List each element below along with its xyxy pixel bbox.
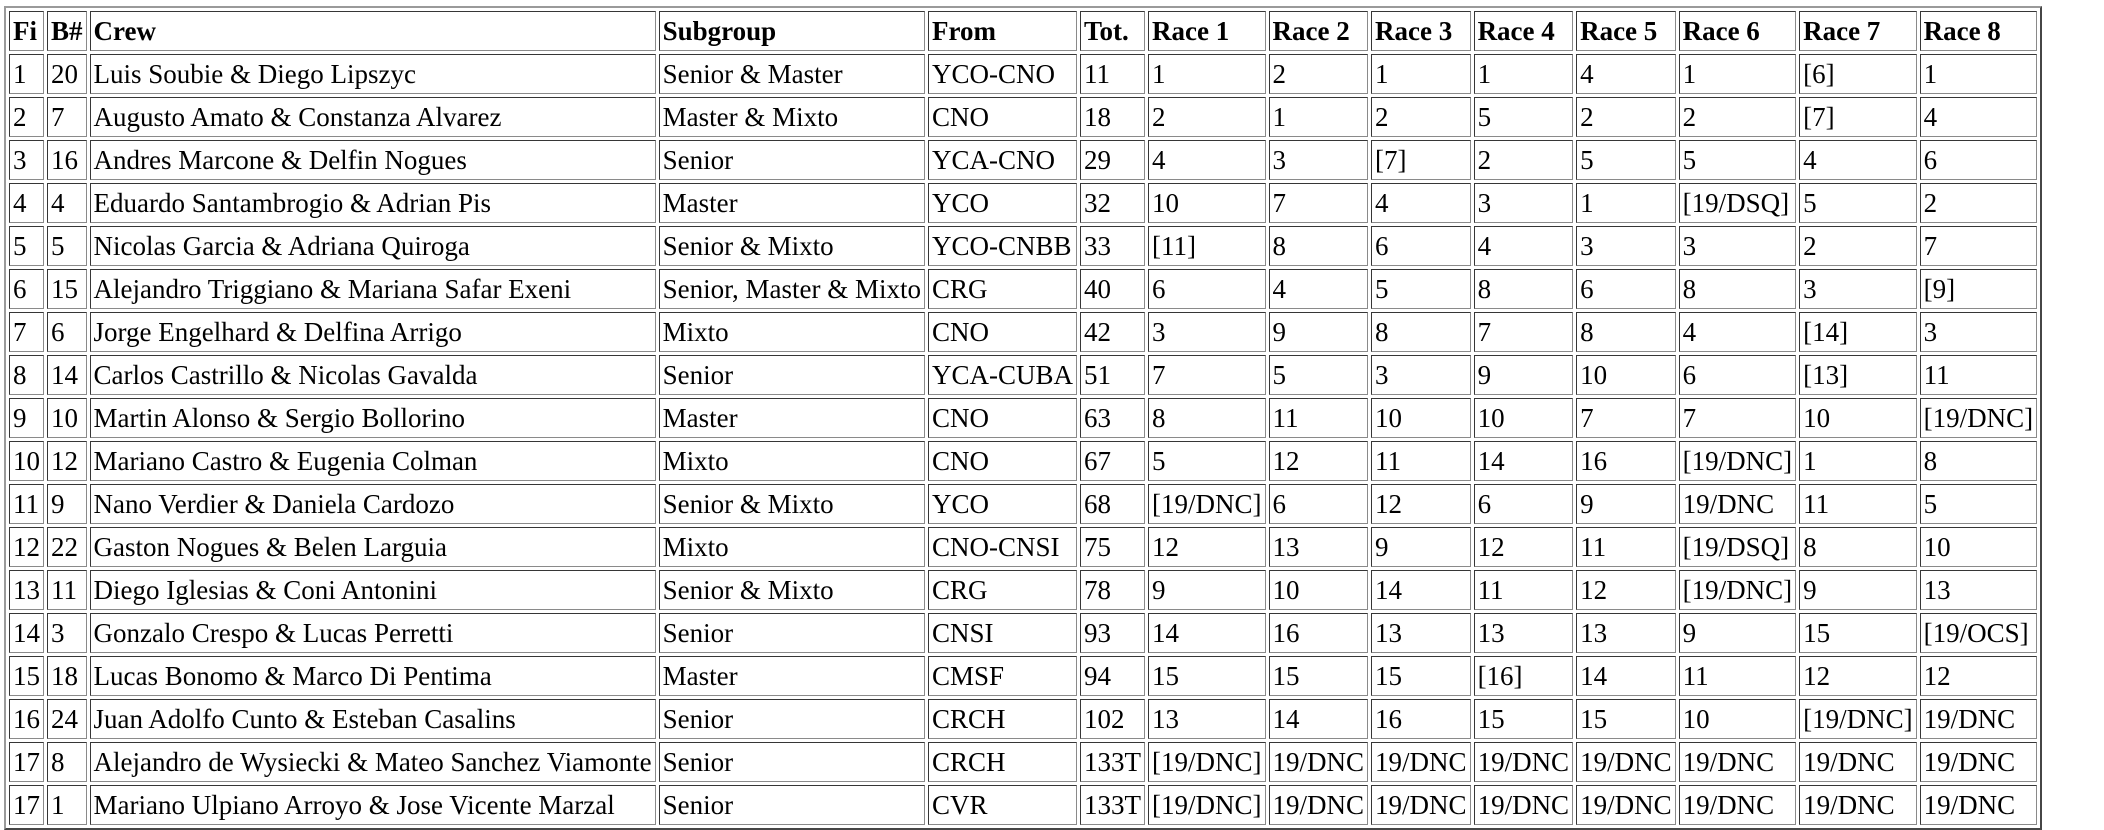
column-header: Race 5 bbox=[1576, 11, 1676, 51]
table-cell: 3 bbox=[1148, 312, 1266, 352]
table-cell: 3 bbox=[1920, 312, 2038, 352]
table-cell: 6 bbox=[47, 312, 87, 352]
table-cell: 3 bbox=[9, 140, 44, 180]
table-cell: [7] bbox=[1799, 97, 1917, 137]
table-cell: 8 bbox=[1371, 312, 1471, 352]
table-cell: 1 bbox=[1148, 54, 1266, 94]
table-cell: 5 bbox=[9, 226, 44, 266]
table-cell: Master bbox=[659, 183, 925, 223]
table-cell: Senior bbox=[659, 742, 925, 782]
table-cell: YCO-CNO bbox=[928, 54, 1077, 94]
table-row bbox=[9, 785, 2037, 825]
table-cell: 11 bbox=[1080, 54, 1145, 94]
table-cell: 14 bbox=[1371, 570, 1471, 610]
table-cell: 9 bbox=[1679, 613, 1797, 653]
table-cell: 19/DNC bbox=[1269, 742, 1369, 782]
table-cell: 16 bbox=[1576, 441, 1676, 481]
table-cell: 33 bbox=[1080, 226, 1145, 266]
table-cell: 3 bbox=[1474, 183, 1574, 223]
table-cell: 24 bbox=[47, 699, 87, 739]
table-cell: 9 bbox=[1371, 527, 1471, 567]
table-cell: 16 bbox=[1371, 699, 1471, 739]
table-row bbox=[9, 527, 2037, 567]
table-cell: 6 bbox=[1148, 269, 1266, 309]
table-cell: 15 bbox=[1269, 656, 1369, 696]
table-row bbox=[9, 398, 2037, 438]
table-cell: 32 bbox=[1080, 183, 1145, 223]
table-cell: Nano Verdier & Daniela Cardozo bbox=[90, 484, 656, 524]
table-cell: 7 bbox=[1679, 398, 1797, 438]
table-cell: 19/DNC bbox=[1576, 785, 1676, 825]
results-table bbox=[4, 6, 2042, 830]
table-cell: 19/DNC bbox=[1371, 742, 1471, 782]
table-cell: 14 bbox=[1148, 613, 1266, 653]
table-cell: 19/DNC bbox=[1920, 742, 2038, 782]
table-cell: 40 bbox=[1080, 269, 1145, 309]
table-cell: 10 bbox=[1474, 398, 1574, 438]
table-cell: 11 bbox=[1269, 398, 1369, 438]
table-cell: 11 bbox=[1920, 355, 2038, 395]
table-cell: 75 bbox=[1080, 527, 1145, 567]
table-cell: 9 bbox=[1799, 570, 1917, 610]
table-cell: 8 bbox=[1799, 527, 1917, 567]
table-cell: 6 bbox=[9, 269, 44, 309]
table-cell: [9] bbox=[1920, 269, 2038, 309]
table-cell: Martin Alonso & Sergio Bollorino bbox=[90, 398, 656, 438]
table-cell: 4 bbox=[1679, 312, 1797, 352]
table-cell: 5 bbox=[1371, 269, 1471, 309]
table-cell: [19/DNC] bbox=[1679, 570, 1797, 610]
table-cell: 8 bbox=[47, 742, 87, 782]
table-cell: 5 bbox=[47, 226, 87, 266]
table-cell: Mariano Castro & Eugenia Colman bbox=[90, 441, 656, 481]
table-cell: 4 bbox=[1474, 226, 1574, 266]
table-cell: 5 bbox=[1799, 183, 1917, 223]
table-row bbox=[9, 54, 2037, 94]
table-cell: 10 bbox=[1148, 183, 1266, 223]
table-cell: 3 bbox=[1679, 226, 1797, 266]
table-cell: 14 bbox=[47, 355, 87, 395]
table-cell: 5 bbox=[1576, 140, 1676, 180]
table-cell: 4 bbox=[1371, 183, 1471, 223]
table-cell: 7 bbox=[1474, 312, 1574, 352]
table-cell: Augusto Amato & Constanza Alvarez bbox=[90, 97, 656, 137]
table-cell: 10 bbox=[1371, 398, 1471, 438]
table-cell: 67 bbox=[1080, 441, 1145, 481]
column-header: B# bbox=[47, 11, 87, 51]
table-row bbox=[9, 570, 2037, 610]
table-cell: 16 bbox=[1269, 613, 1369, 653]
table-cell: 7 bbox=[1269, 183, 1369, 223]
table-cell: 3 bbox=[1371, 355, 1471, 395]
table-cell: Master bbox=[659, 656, 925, 696]
table-cell: 15 bbox=[47, 269, 87, 309]
column-header: Race 7 bbox=[1799, 11, 1917, 51]
table-cell: [19/DNC] bbox=[1799, 699, 1917, 739]
table-cell: 68 bbox=[1080, 484, 1145, 524]
table-cell: 19/DNC bbox=[1679, 484, 1797, 524]
table-cell: Diego Iglesias & Coni Antonini bbox=[90, 570, 656, 610]
table-cell: 19/DNC bbox=[1799, 785, 1917, 825]
table-cell: 8 bbox=[1148, 398, 1266, 438]
table-cell: 4 bbox=[1148, 140, 1266, 180]
table-cell: Senior bbox=[659, 785, 925, 825]
table-cell: 9 bbox=[1474, 355, 1574, 395]
table-cell: Senior & Mixto bbox=[659, 226, 925, 266]
table-cell: 7 bbox=[1920, 226, 2038, 266]
table-cell: 12 bbox=[1576, 570, 1676, 610]
table-cell: 7 bbox=[1576, 398, 1676, 438]
table-cell: 7 bbox=[47, 97, 87, 137]
column-header: From bbox=[928, 11, 1077, 51]
table-cell: Alejandro de Wysiecki & Mateo Sanchez Viamonte bbox=[90, 742, 656, 782]
table-cell: 12 bbox=[1148, 527, 1266, 567]
table-cell: CNO bbox=[928, 312, 1077, 352]
table-cell: 102 bbox=[1080, 699, 1145, 739]
table-cell: 22 bbox=[47, 527, 87, 567]
table-cell: [19/OCS] bbox=[1920, 613, 2038, 653]
table-cell: 19/DNC bbox=[1920, 785, 2038, 825]
table-cell: 14 bbox=[1474, 441, 1574, 481]
table-cell: 1 bbox=[1269, 97, 1369, 137]
table-cell: 13 bbox=[1474, 613, 1574, 653]
table-row bbox=[9, 312, 2037, 352]
table-cell: 4 bbox=[9, 183, 44, 223]
column-header: Race 6 bbox=[1679, 11, 1797, 51]
header-row bbox=[9, 11, 2037, 51]
table-cell: 10 bbox=[47, 398, 87, 438]
table-cell: 6 bbox=[1679, 355, 1797, 395]
table-cell: 12 bbox=[1371, 484, 1471, 524]
table-cell: 10 bbox=[1679, 699, 1797, 739]
table-cell: 1 bbox=[1371, 54, 1471, 94]
column-header: Crew bbox=[90, 11, 656, 51]
table-cell: 2 bbox=[1920, 183, 2038, 223]
table-cell: Senior bbox=[659, 699, 925, 739]
column-header: Tot. bbox=[1080, 11, 1145, 51]
table-cell: Senior & Mixto bbox=[659, 570, 925, 610]
table-cell: 11 bbox=[9, 484, 44, 524]
table-cell: 8 bbox=[1269, 226, 1369, 266]
table-cell: 51 bbox=[1080, 355, 1145, 395]
table-cell: 8 bbox=[1576, 312, 1676, 352]
table-cell: 1 bbox=[1920, 54, 2038, 94]
table-cell: CRG bbox=[928, 570, 1077, 610]
table-cell: [19/DSQ] bbox=[1679, 527, 1797, 567]
table-cell: 11 bbox=[1799, 484, 1917, 524]
table-cell: 13 bbox=[9, 570, 44, 610]
table-cell: Juan Adolfo Cunto & Esteban Casalins bbox=[90, 699, 656, 739]
table-cell: 2 bbox=[1799, 226, 1917, 266]
table-cell: 10 bbox=[1576, 355, 1676, 395]
table-cell: 4 bbox=[47, 183, 87, 223]
table-cell: Mariano Ulpiano Arroyo & Jose Vicente Marzal bbox=[90, 785, 656, 825]
table-row bbox=[9, 441, 2037, 481]
table-cell: 11 bbox=[1576, 527, 1676, 567]
table-cell: 15 bbox=[9, 656, 44, 696]
table-cell: 29 bbox=[1080, 140, 1145, 180]
table-cell: 9 bbox=[47, 484, 87, 524]
table-cell: 19/DNC bbox=[1576, 742, 1676, 782]
table-cell: 19/DNC bbox=[1474, 785, 1574, 825]
table-cell: 2 bbox=[1269, 54, 1369, 94]
table-cell: 1 bbox=[47, 785, 87, 825]
table-cell: [19/DNC] bbox=[1148, 785, 1266, 825]
table-cell: 10 bbox=[9, 441, 44, 481]
table-cell: 11 bbox=[1371, 441, 1471, 481]
table-cell: 4 bbox=[1576, 54, 1676, 94]
table-cell: Senior bbox=[659, 355, 925, 395]
table-cell: 13 bbox=[1148, 699, 1266, 739]
table-cell: [19/DNC] bbox=[1679, 441, 1797, 481]
table-cell: 13 bbox=[1576, 613, 1676, 653]
table-cell: 19/DNC bbox=[1920, 699, 2038, 739]
table-cell: 4 bbox=[1269, 269, 1369, 309]
table-cell: Gaston Nogues & Belen Larguia bbox=[90, 527, 656, 567]
table-cell: [14] bbox=[1799, 312, 1917, 352]
table-cell: [7] bbox=[1371, 140, 1471, 180]
table-cell: 42 bbox=[1080, 312, 1145, 352]
table-cell: 9 bbox=[1576, 484, 1676, 524]
table-cell: 9 bbox=[1148, 570, 1266, 610]
table-cell: 6 bbox=[1371, 226, 1471, 266]
table-cell: 8 bbox=[1679, 269, 1797, 309]
table-cell: 16 bbox=[47, 140, 87, 180]
table-cell: Carlos Castrillo & Nicolas Gavalda bbox=[90, 355, 656, 395]
table-cell: CNO bbox=[928, 398, 1077, 438]
table-cell: 12 bbox=[1474, 527, 1574, 567]
table-cell: 12 bbox=[9, 527, 44, 567]
table-cell: 8 bbox=[9, 355, 44, 395]
table-cell: Senior, Master & Mixto bbox=[659, 269, 925, 309]
table-cell: 133T bbox=[1080, 742, 1145, 782]
table-cell: 2 bbox=[1576, 97, 1676, 137]
table-cell: 133T bbox=[1080, 785, 1145, 825]
table-cell: 1 bbox=[1576, 183, 1676, 223]
table-cell: CNO bbox=[928, 97, 1077, 137]
table-cell: [19/DNC] bbox=[1148, 742, 1266, 782]
table-cell: CRG bbox=[928, 269, 1077, 309]
column-header: Race 4 bbox=[1474, 11, 1574, 51]
table-cell: Master & Mixto bbox=[659, 97, 925, 137]
table-cell: 1 bbox=[9, 54, 44, 94]
table-cell: CRCH bbox=[928, 742, 1077, 782]
table-cell: 63 bbox=[1080, 398, 1145, 438]
table-cell: 2 bbox=[1679, 97, 1797, 137]
table-cell: Jorge Engelhard & Delfina Arrigo bbox=[90, 312, 656, 352]
table-cell: 13 bbox=[1371, 613, 1471, 653]
table-cell: 1 bbox=[1799, 441, 1917, 481]
table-cell: Senior bbox=[659, 613, 925, 653]
table-cell: Senior bbox=[659, 140, 925, 180]
table-cell: 11 bbox=[1474, 570, 1574, 610]
table-cell: 1 bbox=[1474, 54, 1574, 94]
table-cell: 3 bbox=[47, 613, 87, 653]
table-cell: [19/DSQ] bbox=[1679, 183, 1797, 223]
table-cell: 78 bbox=[1080, 570, 1145, 610]
table-cell: [19/DNC] bbox=[1920, 398, 2038, 438]
column-header: Race 3 bbox=[1371, 11, 1471, 51]
table-cell: 14 bbox=[1269, 699, 1369, 739]
table-cell: 6 bbox=[1269, 484, 1369, 524]
table-cell: 6 bbox=[1474, 484, 1574, 524]
table-cell: Alejandro Triggiano & Mariana Safar Exeni bbox=[90, 269, 656, 309]
table-cell: 19/DNC bbox=[1474, 742, 1574, 782]
table-cell: 18 bbox=[1080, 97, 1145, 137]
table-cell: 5 bbox=[1920, 484, 2038, 524]
table-row bbox=[9, 140, 2037, 180]
table-cell: 5 bbox=[1474, 97, 1574, 137]
table-head bbox=[9, 11, 2037, 51]
table-cell: 19/DNC bbox=[1679, 785, 1797, 825]
table-row bbox=[9, 226, 2037, 266]
table-cell: 7 bbox=[9, 312, 44, 352]
table-cell: 7 bbox=[1148, 355, 1266, 395]
table-cell: [13] bbox=[1799, 355, 1917, 395]
table-cell: 1 bbox=[1679, 54, 1797, 94]
table-cell: 3 bbox=[1269, 140, 1369, 180]
table-cell: 19/DNC bbox=[1679, 742, 1797, 782]
table-cell: 17 bbox=[9, 785, 44, 825]
table-cell: 5 bbox=[1148, 441, 1266, 481]
table-cell: 15 bbox=[1474, 699, 1574, 739]
table-cell: 6 bbox=[1920, 140, 2038, 180]
table-cell: 11 bbox=[47, 570, 87, 610]
table-cell: 5 bbox=[1679, 140, 1797, 180]
table-cell: 14 bbox=[1576, 656, 1676, 696]
column-header: Fi bbox=[9, 11, 44, 51]
table-cell: Mixto bbox=[659, 441, 925, 481]
table-cell: 10 bbox=[1920, 527, 2038, 567]
table-cell: 93 bbox=[1080, 613, 1145, 653]
table-cell: CRCH bbox=[928, 699, 1077, 739]
table-cell: 2 bbox=[9, 97, 44, 137]
table-cell: 12 bbox=[1799, 656, 1917, 696]
table-cell: 19/DNC bbox=[1269, 785, 1369, 825]
table-cell: 14 bbox=[9, 613, 44, 653]
table-cell: 8 bbox=[1920, 441, 2038, 481]
table-cell: YCO bbox=[928, 484, 1077, 524]
table-cell: 16 bbox=[9, 699, 44, 739]
table-cell: 13 bbox=[1269, 527, 1369, 567]
table-row bbox=[9, 742, 2037, 782]
table-cell: [19/DNC] bbox=[1148, 484, 1266, 524]
table-cell: 12 bbox=[1269, 441, 1369, 481]
table-cell: Nicolas Garcia & Adriana Quiroga bbox=[90, 226, 656, 266]
table-cell: 15 bbox=[1148, 656, 1266, 696]
table-cell: 8 bbox=[1474, 269, 1574, 309]
table-cell: YCA-CUBA bbox=[928, 355, 1077, 395]
table-cell: 94 bbox=[1080, 656, 1145, 696]
table-cell: 15 bbox=[1799, 613, 1917, 653]
table-cell: 6 bbox=[1576, 269, 1676, 309]
table-cell: 2 bbox=[1474, 140, 1574, 180]
table-cell: 9 bbox=[9, 398, 44, 438]
table-row bbox=[9, 355, 2037, 395]
table-cell: Lucas Bonomo & Marco Di Pentima bbox=[90, 656, 656, 696]
table-cell: Gonzalo Crespo & Lucas Perretti bbox=[90, 613, 656, 653]
table-cell: 2 bbox=[1148, 97, 1266, 137]
table-cell: 19/DNC bbox=[1371, 785, 1471, 825]
table-cell: [6] bbox=[1799, 54, 1917, 94]
table-cell: YCO-CNBB bbox=[928, 226, 1077, 266]
table-cell: 10 bbox=[1269, 570, 1369, 610]
table-cell: Luis Soubie & Diego Lipszyc bbox=[90, 54, 656, 94]
table-cell: 13 bbox=[1920, 570, 2038, 610]
table-cell: Eduardo Santambrogio & Adrian Pis bbox=[90, 183, 656, 223]
table-cell: 9 bbox=[1269, 312, 1369, 352]
table-cell: Master bbox=[659, 398, 925, 438]
table-cell: 15 bbox=[1371, 656, 1471, 696]
table-cell: 19/DNC bbox=[1799, 742, 1917, 782]
column-header: Subgroup bbox=[659, 11, 925, 51]
table-cell: Senior & Master bbox=[659, 54, 925, 94]
table-cell: CNO-CNSI bbox=[928, 527, 1077, 567]
table-cell: Mixto bbox=[659, 312, 925, 352]
table-row bbox=[9, 97, 2037, 137]
table-cell: YCO bbox=[928, 183, 1077, 223]
table-row bbox=[9, 269, 2037, 309]
table-cell: Senior & Mixto bbox=[659, 484, 925, 524]
table-cell: [16] bbox=[1474, 656, 1574, 696]
table-cell: Mixto bbox=[659, 527, 925, 567]
table-cell: CVR bbox=[928, 785, 1077, 825]
table-body bbox=[9, 54, 2037, 825]
table-row bbox=[9, 183, 2037, 223]
table-cell: 5 bbox=[1269, 355, 1369, 395]
table-cell: 11 bbox=[1679, 656, 1797, 696]
table-cell: 20 bbox=[47, 54, 87, 94]
table-row bbox=[9, 656, 2037, 696]
table-row bbox=[9, 484, 2037, 524]
table-cell: CMSF bbox=[928, 656, 1077, 696]
table-cell: 3 bbox=[1576, 226, 1676, 266]
table-cell: 2 bbox=[1371, 97, 1471, 137]
table-cell: CNO bbox=[928, 441, 1077, 481]
table-cell: 17 bbox=[9, 742, 44, 782]
table-cell: 4 bbox=[1799, 140, 1917, 180]
table-cell: 18 bbox=[47, 656, 87, 696]
table-row bbox=[9, 613, 2037, 653]
table-cell: 12 bbox=[1920, 656, 2038, 696]
column-header: Race 2 bbox=[1269, 11, 1369, 51]
table-cell: 12 bbox=[47, 441, 87, 481]
table-cell: YCA-CNO bbox=[928, 140, 1077, 180]
table-row bbox=[9, 699, 2037, 739]
column-header: Race 8 bbox=[1920, 11, 2038, 51]
column-header: Race 1 bbox=[1148, 11, 1266, 51]
table-cell: 4 bbox=[1920, 97, 2038, 137]
table-cell: [11] bbox=[1148, 226, 1266, 266]
table-cell: Andres Marcone & Delfin Nogues bbox=[90, 140, 656, 180]
table-cell: 15 bbox=[1576, 699, 1676, 739]
table-cell: CNSI bbox=[928, 613, 1077, 653]
table-cell: 3 bbox=[1799, 269, 1917, 309]
table-cell: 10 bbox=[1799, 398, 1917, 438]
